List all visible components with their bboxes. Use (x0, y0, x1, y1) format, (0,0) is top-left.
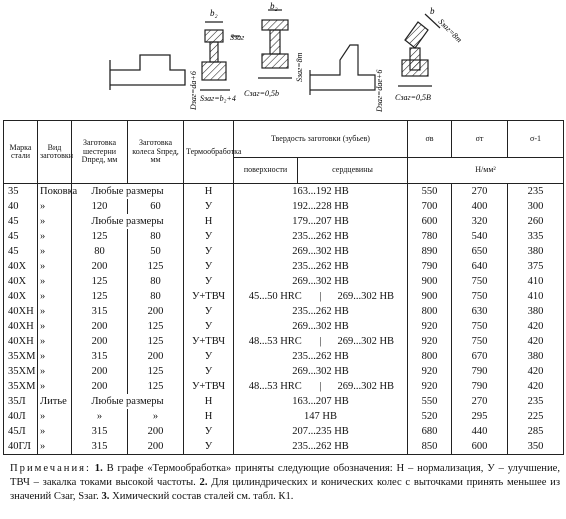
cell-mark: 40ХН (4, 319, 38, 334)
gear-blank-sketches (0, 0, 566, 120)
cell-sigma-minus1: 235 (508, 184, 564, 200)
cell-hardness: 235...262 HB (234, 259, 408, 274)
cell-wheel-blank: 50 (128, 244, 184, 259)
sketch4-b-label: b (430, 6, 435, 16)
cell-heat: У+ТВЧ (184, 334, 234, 349)
hardness-separator: | (319, 381, 322, 392)
sketch-bevel-gear-blank (398, 14, 440, 86)
cell-heat: У (184, 244, 234, 259)
cell-hardness-split (234, 379, 408, 394)
header-kind: Вид заготовки (38, 121, 72, 184)
cell-heat: У (184, 364, 234, 379)
sketch2-c-label: Сзаг=0,5b (244, 89, 280, 98)
cell-hardness: 192...228 HB (234, 199, 408, 214)
cell-gear-blank: 200 (72, 334, 128, 349)
cell-sigma-b: 900 (408, 274, 452, 289)
cell-hardness-core: 269...302 HB (337, 336, 395, 347)
cell-any-size: Любые размеры (72, 214, 184, 229)
cell-mark: 40ХН (4, 334, 38, 349)
cell-sigma-b: 800 (408, 349, 452, 364)
sketch3-c-label: Сзаг=0,5В (395, 93, 431, 102)
cell-hardness-core: 269...302 HB (337, 291, 395, 302)
sketch-bevel-shaft-blank (310, 45, 375, 95)
cell-gear-blank: 315 (72, 349, 128, 364)
cell-sigma-b: 920 (408, 334, 452, 349)
cell-kind: » (38, 199, 72, 214)
cell-sigma-minus1: 225 (508, 409, 564, 424)
cell-hardness-surface: 48...53 HRC (248, 381, 302, 392)
sketch1-d-label: Dзаг=dа+6 (189, 71, 198, 110)
cell-gear-blank: 120 (72, 199, 128, 214)
cell-mark: 40Х (4, 289, 38, 304)
cell-gear-blank: 125 (72, 289, 128, 304)
cell-kind: » (38, 244, 72, 259)
header-heat-treatment: Термообработка (184, 121, 234, 184)
sketch2-s-label: Sзаг=8m (295, 52, 304, 82)
cell-sigma-b: 890 (408, 244, 452, 259)
cell-sigma-b: 800 (408, 304, 452, 319)
cell-sigma-b: 920 (408, 364, 452, 379)
hardness-split (234, 334, 407, 349)
cell-sigma-t: 750 (452, 334, 508, 349)
cell-sigma-b: 780 (408, 229, 452, 244)
cell-sigma-minus1: 285 (508, 424, 564, 439)
cell-wheel-blank: 125 (128, 364, 184, 379)
cell-sigma-t: 295 (452, 409, 508, 424)
cell-sigma-t: 790 (452, 379, 508, 394)
cell-gear-blank: 200 (72, 259, 128, 274)
cell-kind: » (38, 289, 72, 304)
cell-hardness-surface: 48...53 HRC (248, 336, 302, 347)
cell-mark: 35 (4, 184, 38, 200)
cell-kind: » (38, 424, 72, 439)
cell-wheel-blank: 80 (128, 229, 184, 244)
cell-kind: Поковка (38, 184, 72, 200)
cell-heat: У (184, 199, 234, 214)
cell-mark: 40Х (4, 274, 38, 289)
cell-sigma-minus1: 410 (508, 274, 564, 289)
cell-mark: 45Л (4, 424, 38, 439)
cell-sigma-t: 400 (452, 199, 508, 214)
cell-kind: » (38, 259, 72, 274)
table-row (4, 424, 564, 439)
cell-hardness: 179...207 HB (234, 214, 408, 229)
table-row (4, 289, 564, 304)
header-gear-blank: Заготовка шестерни Dпред, мм (72, 121, 128, 184)
cell-sigma-t: 440 (452, 424, 508, 439)
sketch3-d-label: Dзаг=dае+6 (375, 69, 384, 112)
cell-sigma-t: 650 (452, 244, 508, 259)
cell-gear-blank: 80 (72, 244, 128, 259)
cell-gear-blank: 200 (72, 319, 128, 334)
cell-heat: У (184, 304, 234, 319)
cell-kind: » (38, 349, 72, 364)
cell-heat: У (184, 424, 234, 439)
cell-sigma-b: 790 (408, 259, 452, 274)
cell-mark: 45 (4, 229, 38, 244)
cell-sigma-t: 600 (452, 439, 508, 455)
sketch1-s-label: Sзаг (230, 33, 245, 42)
cell-sigma-minus1: 420 (508, 319, 564, 334)
cell-kind: » (38, 379, 72, 394)
cell-hardness: 147 HB (234, 409, 408, 424)
cell-heat: У+ТВЧ (184, 289, 234, 304)
cell-hardness: 269...302 HB (234, 274, 408, 289)
table-row (4, 214, 564, 229)
note-2-number: 2. (199, 477, 208, 488)
cell-hardness: 235...262 HB (234, 439, 408, 455)
header-wheel-blank: Заготовка колеса Sпред, мм (128, 121, 184, 184)
cell-kind: » (38, 439, 72, 455)
cell-mark: 45 (4, 244, 38, 259)
header-surface: поверхности (234, 158, 298, 184)
cell-mark: 35ХМ (4, 349, 38, 364)
cell-sigma-b: 600 (408, 214, 452, 229)
cell-sigma-t: 320 (452, 214, 508, 229)
cell-sigma-t: 750 (452, 319, 508, 334)
cell-mark: 40Х (4, 259, 38, 274)
cell-hardness: 235...262 HB (234, 304, 408, 319)
cell-sigma-b: 920 (408, 319, 452, 334)
cell-gear-blank: 200 (72, 364, 128, 379)
cell-sigma-t: 270 (452, 184, 508, 200)
cell-gear-blank: 315 (72, 304, 128, 319)
cell-sigma-b: 900 (408, 289, 452, 304)
cell-sigma-b: 680 (408, 424, 452, 439)
cell-gear-blank: 125 (72, 229, 128, 244)
cell-sigma-minus1: 375 (508, 259, 564, 274)
cell-sigma-minus1: 410 (508, 289, 564, 304)
cell-kind: » (38, 319, 72, 334)
cell-sigma-t: 540 (452, 229, 508, 244)
cell-wheel-blank: 125 (128, 334, 184, 349)
sketch2-b-label: b₂ (270, 1, 278, 11)
sketch4-c-label: Сзаг=0,5B (400, 108, 405, 109)
cell-sigma-minus1: 300 (508, 199, 564, 214)
cell-wheel-blank: 125 (128, 259, 184, 274)
cell-gear-blank: 315 (72, 439, 128, 455)
cell-mark: 35ХМ (4, 364, 38, 379)
cell-heat: Н (184, 409, 234, 424)
cell-wheel-blank: 60 (128, 199, 184, 214)
cell-wheel-blank: 200 (128, 439, 184, 455)
cell-hardness: 207...235 HB (234, 424, 408, 439)
table-row (4, 259, 564, 274)
sketch4-s-label: Sзаг=8m (436, 17, 464, 45)
cell-sigma-t: 670 (452, 349, 508, 364)
note-1-text: В графе «Термообработка» приняты следующие обозначения: Н – нормализация, У – улучшение, ТВЧ – закалка токами высокой частоты. (10, 463, 560, 488)
cell-heat: У+ТВЧ (184, 379, 234, 394)
sketch-shaft-blank (110, 55, 185, 90)
cell-kind: » (38, 364, 72, 379)
cell-sigma-b: 920 (408, 379, 452, 394)
hardness-split (234, 379, 407, 394)
table-row (4, 244, 564, 259)
cell-mark: 40Л (4, 409, 38, 424)
cell-heat: У (184, 349, 234, 364)
notes-heading: Примечания: (10, 463, 91, 474)
cell-heat: У (184, 229, 234, 244)
cell-kind: » (38, 214, 72, 229)
cell-heat: Н (184, 184, 234, 200)
cell-hardness: 163...207 HB (234, 394, 408, 409)
cell-sigma-t: 750 (452, 274, 508, 289)
cell-wheel-blank: 200 (128, 349, 184, 364)
cell-hardness-split (234, 334, 408, 349)
cell-sigma-b: 700 (408, 199, 452, 214)
cell-mark: 40ХН (4, 304, 38, 319)
cell-sigma-b: 550 (408, 394, 452, 409)
cell-sigma-b: 520 (408, 409, 452, 424)
header-hardness: Твердость заготовки (зубьев) (234, 121, 408, 158)
cell-sigma-minus1: 380 (508, 349, 564, 364)
cell-hardness-surface: 45...50 HRC (248, 291, 302, 302)
cell-hardness-split (234, 289, 408, 304)
hardness-separator: | (319, 336, 322, 347)
cell-heat: У (184, 439, 234, 455)
cell-wheel-blank: 200 (128, 304, 184, 319)
header-sigma-b: σв (408, 121, 452, 158)
header-sigma-minus1: σ-1 (508, 121, 564, 158)
cell-wheel-blank: 200 (128, 424, 184, 439)
cell-heat: Н (184, 214, 234, 229)
cell-heat: У (184, 259, 234, 274)
cell-wheel-blank: 125 (128, 379, 184, 394)
cell-hardness: 269...302 HB (234, 319, 408, 334)
hardness-separator: | (319, 291, 322, 302)
cell-kind: » (38, 409, 72, 424)
sketch1-b-label: b₂ (210, 8, 218, 18)
cell-sigma-minus1: 235 (508, 394, 564, 409)
cell-heat: У (184, 274, 234, 289)
table-row (4, 349, 564, 364)
cell-sigma-minus1: 380 (508, 244, 564, 259)
cell-kind: » (38, 229, 72, 244)
cell-sigma-minus1: 420 (508, 379, 564, 394)
table-row (4, 274, 564, 289)
cell-mark: 40 (4, 199, 38, 214)
cell-kind: Литье (38, 394, 72, 409)
cell-hardness: 235...262 HB (234, 349, 408, 364)
cell-mark: 35ХМ (4, 379, 38, 394)
cell-sigma-b: 850 (408, 439, 452, 455)
table-row (4, 409, 564, 424)
cell-sigma-minus1: 380 (508, 304, 564, 319)
cell-wheel-blank: 80 (128, 289, 184, 304)
table-row (4, 364, 564, 379)
table-row (4, 184, 564, 200)
note-3-number: 3. (101, 491, 110, 502)
cell-mark: 45 (4, 214, 38, 229)
cell-any-size: Любые размеры (72, 394, 184, 409)
sketch-gear-blank-2 (258, 10, 292, 78)
header-mark: Марка стали (4, 121, 38, 184)
table-row (4, 229, 564, 244)
cell-gear-blank: 200 (72, 379, 128, 394)
cell-sigma-minus1: 335 (508, 229, 564, 244)
cell-hardness: 235...262 HB (234, 229, 408, 244)
note-3-text: Химический состав сталей см. табл. К1. (112, 491, 294, 502)
cell-sigma-t: 640 (452, 259, 508, 274)
cell-kind: » (38, 274, 72, 289)
note-2-text: Для цилиндрических и конических колес с выточками принять меньшее из значений Сзаг, Sзаг. (10, 477, 560, 502)
header-units: Н/мм² (408, 158, 564, 184)
cell-gear-blank: 315 (72, 424, 128, 439)
cell-sigma-minus1: 260 (508, 214, 564, 229)
cell-mark: 35Л (4, 394, 38, 409)
hardness-split (234, 289, 407, 304)
cell-wheel-blank: » (128, 409, 184, 424)
cell-wheel-blank: 80 (128, 274, 184, 289)
cell-heat: У (184, 319, 234, 334)
cell-kind: » (38, 334, 72, 349)
table-notes (10, 462, 560, 504)
table-row (4, 304, 564, 319)
cell-sigma-minus1: 420 (508, 334, 564, 349)
table-row (4, 394, 564, 409)
cell-hardness: 163...192 HB (234, 184, 408, 200)
cell-hardness: 269...302 HB (234, 364, 408, 379)
table-row (4, 439, 564, 455)
table-row (4, 319, 564, 334)
cell-gear-blank: 125 (72, 274, 128, 289)
cell-gear-blank: » (72, 409, 128, 424)
table-body (4, 184, 564, 455)
cell-kind: » (38, 304, 72, 319)
header-core: сердцевины (298, 158, 408, 184)
cell-sigma-b: 550 (408, 184, 452, 200)
cell-any-size: Любые размеры (72, 184, 184, 200)
cell-sigma-t: 750 (452, 289, 508, 304)
header-sigma-t: σт (452, 121, 508, 158)
cell-sigma-minus1: 420 (508, 364, 564, 379)
table-row (4, 334, 564, 349)
cell-wheel-blank: 125 (128, 319, 184, 334)
cell-hardness-core: 269...302 HB (337, 381, 395, 392)
note-1-number: 1. (94, 463, 103, 474)
table-row (4, 379, 564, 394)
cell-sigma-t: 630 (452, 304, 508, 319)
steel-properties-table (3, 120, 564, 455)
table-row (4, 199, 564, 214)
cell-sigma-t: 790 (452, 364, 508, 379)
cell-sigma-t: 270 (452, 394, 508, 409)
cell-mark: 40ГЛ (4, 439, 38, 455)
cell-sigma-minus1: 350 (508, 439, 564, 455)
cell-hardness: 269...302 HB (234, 244, 408, 259)
cell-heat: Н (184, 394, 234, 409)
sketch1-bottom-label: Sзаг=b₂+4 (200, 94, 236, 103)
